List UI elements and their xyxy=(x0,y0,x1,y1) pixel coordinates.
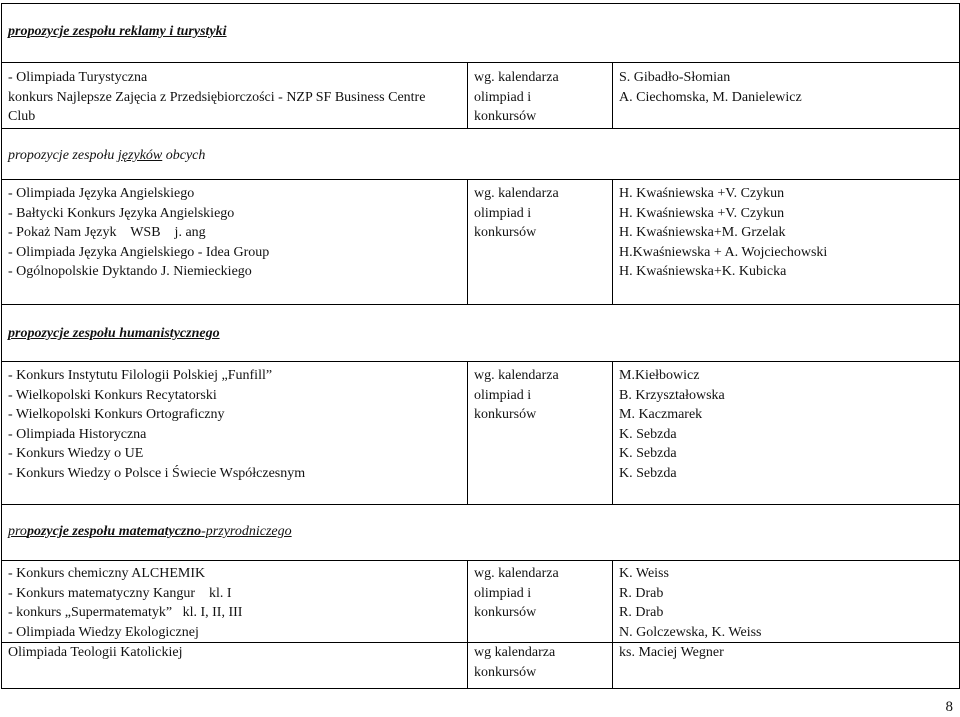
people-cell xyxy=(613,362,960,505)
competition-item: - Olimpiada Języka Angielskiego - Idea Group xyxy=(8,244,270,260)
section-heading-text-emphasis: języków xyxy=(117,148,163,163)
competition-item: - Konkurs Wiedzy o UE xyxy=(8,446,144,462)
deadline-line: wg. kalendarza xyxy=(474,70,559,85)
competitions-cell xyxy=(2,561,468,643)
person-line: H. Kwaśniewska +V. Czykun xyxy=(619,186,785,201)
person-line: H. Kwaśniewska +V. Czykun xyxy=(619,205,785,221)
competitions-cell xyxy=(2,643,468,689)
section-heading-row xyxy=(2,505,960,561)
competition-item: - Bałtycki Konkurs Języka Angielskiego xyxy=(8,205,235,221)
deadline-line: konkursów xyxy=(474,407,537,423)
competition-item: - Konkurs Instytutu Filologii Polskiej „Funfill” xyxy=(8,368,273,383)
person-line: H. Kwaśniewska+K. Kubicka xyxy=(619,264,787,280)
deadline-line: konkursów xyxy=(474,225,537,241)
person-line: N. Golczewska, K. Weiss xyxy=(619,624,762,640)
section-heading-text-part: propozycje zespołu xyxy=(8,148,118,163)
deadline-line: konkursów xyxy=(474,605,537,621)
section-heading-text-part: -przyrodniczego xyxy=(201,524,292,539)
deadline-line: olimpiad i xyxy=(474,585,532,601)
deadline-cell xyxy=(468,362,613,505)
deadline-cell xyxy=(468,63,613,129)
section-heading-row xyxy=(2,305,960,362)
person-line: H. Kwaśniewska+M. Grzelak xyxy=(619,225,786,241)
competition-item: - Olimpiada Wiedzy Ekologicznej xyxy=(8,624,199,640)
section-row xyxy=(2,63,960,129)
section-heading-tourism xyxy=(2,4,960,63)
deadline-line: olimpiad i xyxy=(474,89,532,105)
section-heading-text: propozycje zespołu reklamy i turystyki xyxy=(8,24,227,39)
competition-item: - Wielkopolski Konkurs Ortograficzny xyxy=(8,407,225,423)
section-heading-humanities xyxy=(2,305,960,362)
document-table xyxy=(1,3,960,689)
deadline-line: wg. kalendarza xyxy=(474,368,559,383)
deadline-line: olimpiad i xyxy=(474,205,532,221)
deadline-line: konkursów xyxy=(474,109,537,125)
section-heading-row xyxy=(2,129,960,180)
competition-item: Olimpiada Teologii Katolickiej xyxy=(8,645,183,661)
person-line: B. Krzyształowska xyxy=(619,387,725,403)
section-heading-math-science xyxy=(2,505,960,561)
competition-item: - Konkurs Wiedzy o Polsce i Świecie Współczesnym xyxy=(8,465,306,481)
competition-item: - Konkurs chemiczny ALCHEMIK xyxy=(8,566,206,581)
section-heading-languages xyxy=(2,129,960,180)
people-cell xyxy=(613,63,960,129)
competitions-cell xyxy=(2,63,468,129)
competition-item: - Wielkopolski Konkurs Recytatorski xyxy=(8,387,217,403)
person-line: S. Gibadło-Słomian xyxy=(619,70,731,85)
competition-item: - Pokaż Nam Język WSB j. ang xyxy=(8,225,206,241)
section-heading-text-bold: pozycje zespołu matematyczno xyxy=(26,524,202,539)
competitions-cell xyxy=(2,362,468,505)
deadline-line: olimpiad i xyxy=(474,387,532,403)
person-line: R. Drab xyxy=(619,585,664,601)
person-line: K. Sebzda xyxy=(619,426,677,442)
person-line: A. Ciechomska, M. Danielewicz xyxy=(619,89,802,105)
person-line: H.Kwaśniewska + A. Wojciechowski xyxy=(619,244,828,260)
competition-item: - Olimpiada Turystyczna xyxy=(8,70,148,85)
section-heading-text-part: pro xyxy=(8,524,27,539)
person-line: K. Weiss xyxy=(619,566,669,581)
person-line: M.Kiełbowicz xyxy=(619,368,700,383)
deadline-line: wg. kalendarza xyxy=(474,566,559,581)
people-cell xyxy=(613,180,960,305)
competition-item: konkurs Najlepsze Zajęcia z Przedsiębiorczości - NZP SF Business Centre xyxy=(8,89,426,105)
deadline-line: wg kalendarza xyxy=(474,645,556,661)
people-cell xyxy=(613,643,960,689)
competition-item: - Olimpiada Historyczna xyxy=(8,426,147,442)
section-row xyxy=(2,362,960,505)
deadline-cell xyxy=(468,180,613,305)
section-row xyxy=(2,643,960,689)
person-line: R. Drab xyxy=(619,605,664,621)
section-heading-text-part: obcych xyxy=(162,148,206,163)
deadline-cell xyxy=(468,643,613,689)
section-heading-text: propozycje zespołu humanistycznego xyxy=(8,326,220,341)
competition-item: Club xyxy=(8,109,36,125)
person-line: ks. Maciej Wegner xyxy=(619,645,724,661)
people-cell xyxy=(613,561,960,643)
section-row xyxy=(2,561,960,643)
competitions-cell xyxy=(2,180,468,305)
deadline-cell xyxy=(468,561,613,643)
deadline-line: konkursów xyxy=(474,664,537,680)
person-line: K. Sebzda xyxy=(619,465,677,481)
page-number: 8 xyxy=(945,699,953,715)
competition-item: - Olimpiada Języka Angielskiego xyxy=(8,186,195,201)
competition-item: - Konkurs matematyczny Kangur kl. I xyxy=(8,585,232,601)
section-heading-row xyxy=(2,4,960,63)
deadline-line: wg. kalendarza xyxy=(474,186,559,201)
person-line: K. Sebzda xyxy=(619,446,677,462)
person-line: M. Kaczmarek xyxy=(619,407,703,423)
competition-item: - konkurs „Supermatematyk” kl. I, II, III xyxy=(8,605,243,621)
section-row xyxy=(2,180,960,305)
competition-item: - Ogólnopolskie Dyktando J. Niemieckiego xyxy=(8,264,252,280)
